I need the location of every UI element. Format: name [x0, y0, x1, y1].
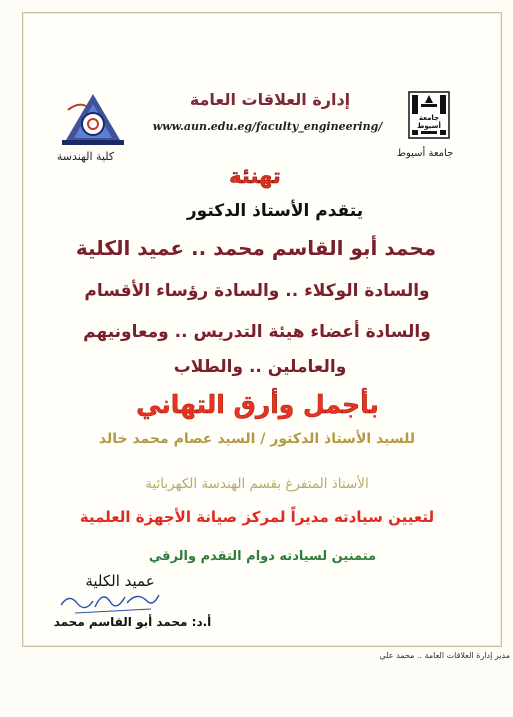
honoree-line: للسيد الأستاذ الدكتور / السيد عصام محمد خالد: [98, 431, 416, 447]
website-link[interactable]: www.aun.edu.eg/faculty_engineering/: [152, 120, 383, 133]
body-line-3: والسادة الوكلاء .. والسادة رؤساء الأقسام: [84, 281, 430, 301]
university-logo-text: جامعة أسيوط: [411, 114, 447, 130]
body-line-1: يتقدم الأستاذ الدكتور: [186, 201, 364, 221]
congratulations-line: بأجمل وأرق التهاني: [136, 390, 379, 419]
body-line-5: والعاملين .. والطلاب: [173, 357, 347, 377]
body-line-2: محمد أبو القاسم محمد .. عميد الكلية: [75, 236, 437, 260]
university-logo: [400, 86, 458, 150]
department-title: إدارة العلاقات العامة: [189, 90, 351, 109]
signature-title: عميد الكلية: [85, 572, 155, 590]
closing-wishes-line: متمنين لسيادته دوام التقدم والرقي: [148, 549, 377, 564]
page-title: تهنئة: [229, 164, 281, 188]
university-caption: جامعة أسيوط: [396, 148, 454, 159]
honoree-position-line: الأستاذ المتفرغ بقسم الهندسة الكهربائية: [145, 476, 369, 492]
signatory-name: أ.د: محمد أبو القاسم محمد: [53, 615, 212, 629]
faculty-logo-icon: [58, 90, 128, 152]
body-line-4: والسادة أعضاء هيئة التدريس .. ومعاونيهم: [83, 322, 431, 342]
faculty-caption: كلية الهندسة: [56, 150, 115, 163]
footer-prepared-by: مدير إدارة العلاقات العامة .. محمد علي: [379, 651, 510, 660]
appointment-line: لتعيين سيادته مديراً لمركز صيانة الأجهزة العلمية: [79, 508, 435, 526]
